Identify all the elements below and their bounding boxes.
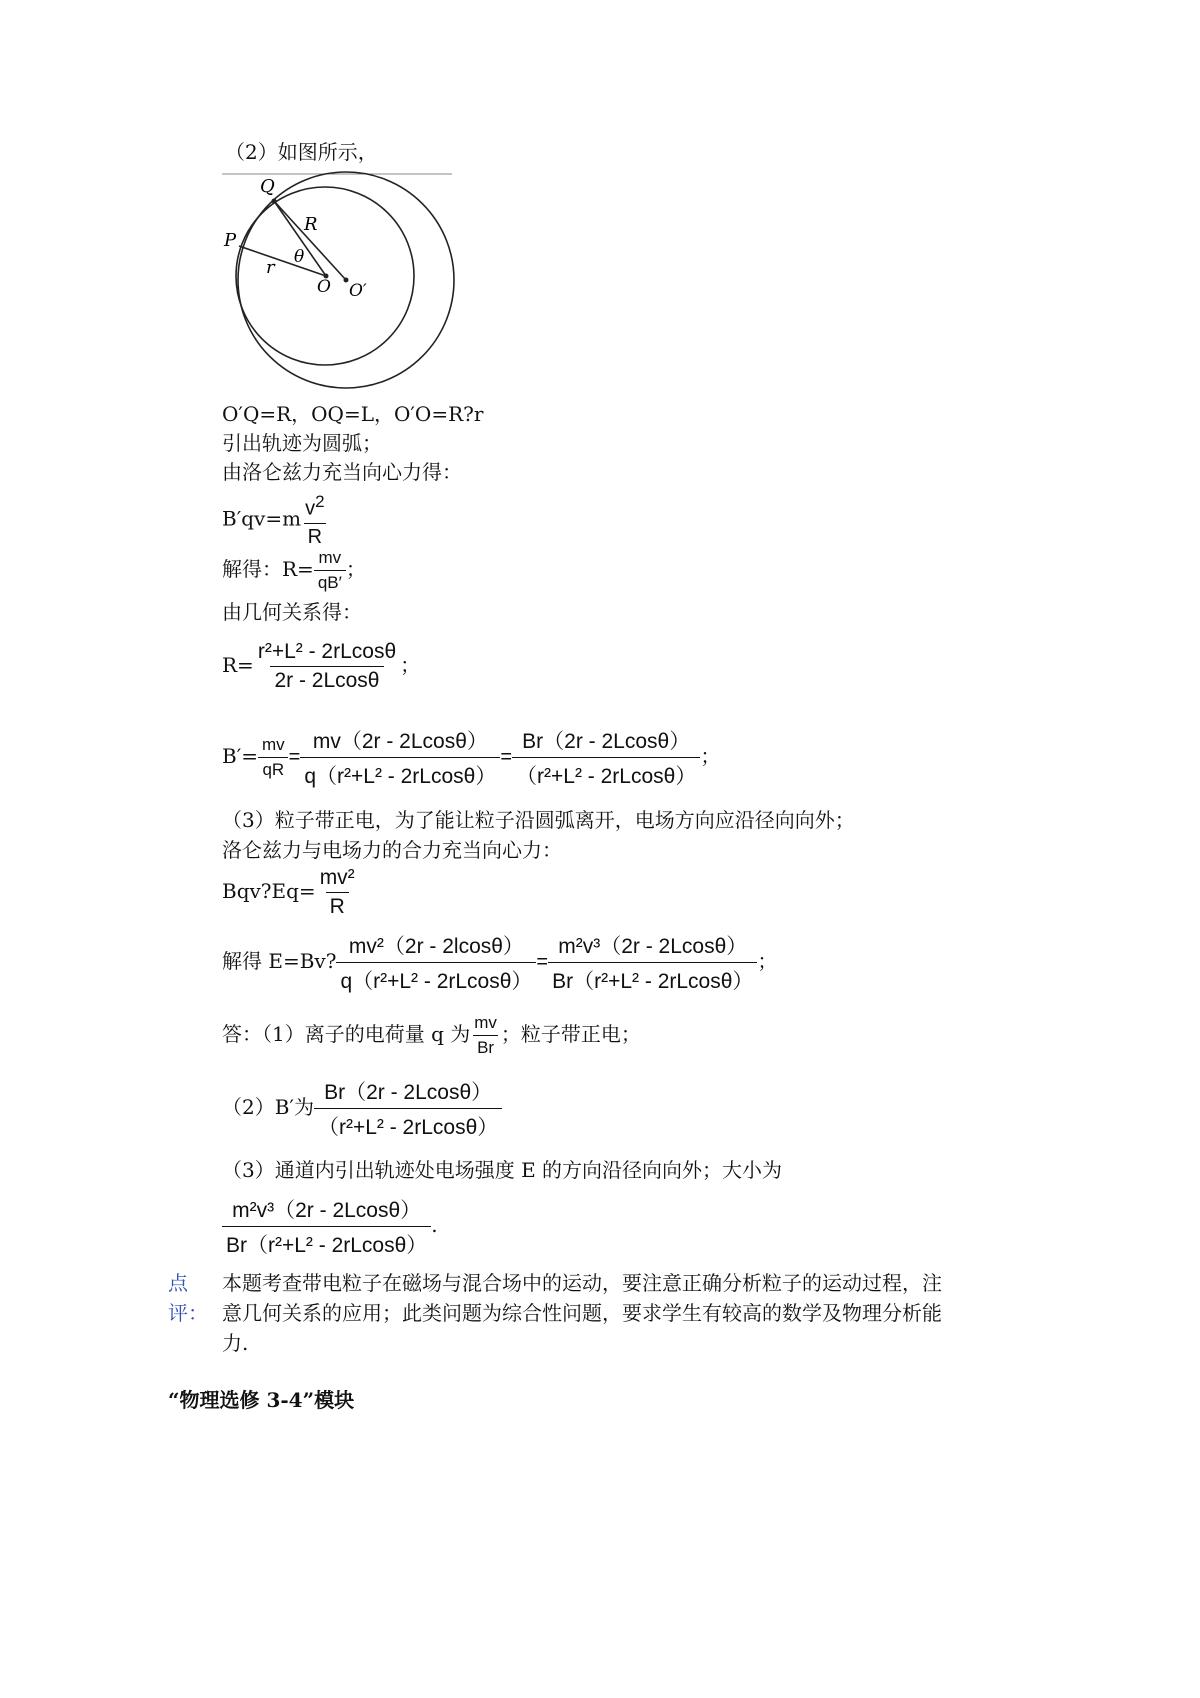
dianping-line-2: 意几何关系的应用；此类问题为综合性问题，要求学生有较高的数学及物理分析能 <box>222 1301 942 1325</box>
label-p: P <box>224 230 237 251</box>
part2-intro: （2）如图所示， <box>225 140 378 164</box>
eq4-suffix: ； <box>700 743 721 768</box>
eq6-prefix: 解得 E=Bv? <box>222 948 337 973</box>
eq4-f3-num: Br（2r - 2Lcosθ） <box>522 730 691 753</box>
eq1-den: R <box>304 523 326 549</box>
eq2-num: mv <box>318 548 342 567</box>
equation-lorentz <box>222 492 329 549</box>
eq6-suffix: ； <box>757 948 778 973</box>
eq4-f3-den: （r²+L² - 2rLcosθ） <box>512 757 700 790</box>
eq4-fraction-2 <box>300 725 500 790</box>
equation-radius <box>222 548 366 593</box>
answer-2-fraction <box>314 1076 502 1141</box>
eq1-sup: 2 <box>315 492 325 511</box>
label-q: Q <box>260 176 275 197</box>
label-oprime: O′ <box>349 281 367 301</box>
eq4-f2-num: mv（2r - 2Lcosθ） <box>312 730 488 753</box>
part3-line: （3）粒子带正电，为了能让粒子沿圆弧离开，电场方向应沿径向向外； <box>222 808 855 832</box>
eq3-fraction <box>254 640 400 693</box>
answer-1-fraction <box>470 1013 501 1058</box>
eq3-suffix: ； <box>400 652 421 677</box>
eq1-lhs: B′qv=m <box>222 506 302 531</box>
line-q-oprime <box>274 201 346 280</box>
eq4-fraction-3 <box>512 725 700 790</box>
label-theta: θ <box>294 247 305 267</box>
answer-2-prefix: （2）B′为 <box>222 1094 314 1119</box>
eq6-f1-den: q（r²+L² - 2rLcosθ） <box>336 962 536 995</box>
answer-1-suffix: ；粒子带正电； <box>500 1021 641 1046</box>
eq2-suffix: ； <box>345 556 366 581</box>
label-r-small: r <box>266 257 275 278</box>
eq4-eq-2: = <box>500 745 513 768</box>
equation-geometry <box>222 640 420 693</box>
eq6-f2-den: Br（r²+L² - 2rLcosθ） <box>548 962 757 995</box>
combined-force-line: 洛仑兹力与电场力的合力充当向心力： <box>222 838 562 862</box>
eq3-den: 2r - 2Lcosθ <box>270 666 383 693</box>
answer-1-den: Br <box>473 1035 498 1058</box>
line-p-o <box>239 246 326 276</box>
eq4-eq-1: = <box>288 745 301 768</box>
eq5-den: R <box>326 892 349 919</box>
answer-2 <box>222 1076 502 1141</box>
answer-3-num: m²v³（2r - 2Lcosθ） <box>232 1199 422 1222</box>
answer-1-prefix: 答：（1）离子的电荷量 q 为 <box>222 1021 471 1046</box>
eq4-f1-num: mv <box>262 735 285 754</box>
answer-1-num: mv <box>474 1013 497 1032</box>
answer-2-den: （r²+L² - 2rLcosθ） <box>314 1108 502 1141</box>
eq3-prefix: R= <box>222 652 254 677</box>
eq6-fraction-1 <box>336 930 536 995</box>
equation-combined <box>222 866 359 919</box>
eq5-lhs: Bqv?Eq= <box>222 878 316 903</box>
answer-3-fraction <box>222 1194 431 1259</box>
equation-e-field <box>222 930 777 995</box>
section-title: “物理选修 3-4”模块 <box>168 1388 355 1412</box>
eq4-fraction-1 <box>258 735 289 780</box>
eq6-f2-num: m²v³（2r - 2Lcosθ） <box>558 935 748 958</box>
eq6-f1-num: mv²（2r - 2lcosθ） <box>348 935 524 958</box>
answer-3-text: （3）通道内引出轨迹处电场强度 E 的方向沿径向向外；大小为 <box>222 1158 783 1182</box>
arc-line: 引出轨迹为圆弧； <box>222 431 382 455</box>
eq4-f2-den: q（r²+L² - 2rLcosθ） <box>300 757 500 790</box>
eq5-fraction <box>316 866 359 919</box>
answer-3-suffix: . <box>431 1212 438 1237</box>
answer-3-den: Br（r²+L² - 2rLcosθ） <box>222 1226 431 1259</box>
eq2-den: qB′ <box>314 570 346 593</box>
dianping-line-1: 本题考查带电粒子在磁场与混合场中的运动，要注意正确分析粒子的运动过程，注 <box>222 1271 942 1295</box>
equation-b-prime <box>222 725 720 790</box>
eq4-prefix: B′= <box>222 743 258 768</box>
answer-1 <box>222 1013 641 1058</box>
dianping-tag-2: 评： <box>168 1301 208 1325</box>
eq2-fraction <box>314 548 346 593</box>
point-q <box>272 199 277 204</box>
answer-3-formula <box>222 1194 438 1259</box>
eq6-eq: = <box>536 950 549 973</box>
dianping-tag-1: 点 <box>168 1271 188 1295</box>
eq5-num: mv² <box>319 866 355 889</box>
answer-2-num: Br（2r - 2Lcosθ） <box>324 1081 493 1104</box>
point-oprime <box>344 278 349 283</box>
label-r-big: R <box>304 214 318 235</box>
eq4-f1-den: qR <box>258 757 288 780</box>
geometry-line: 由几何关系得： <box>222 600 362 624</box>
eq3-num: r²+L² - 2rLcosθ <box>257 640 397 663</box>
label-o: O <box>317 277 331 297</box>
lorentz-line: 由洛仑兹力充当向心力得： <box>222 460 462 484</box>
relations-line: O′Q=R，OQ=L，O′O=R?r <box>222 402 484 426</box>
geometry-figure <box>222 170 462 410</box>
dianping-line-3: 力. <box>222 1331 249 1355</box>
eq6-fraction-2 <box>548 930 757 995</box>
eq1-fraction <box>301 492 328 549</box>
eq2-prefix: 解得：R= <box>222 556 314 581</box>
eq1-num: v <box>305 497 316 520</box>
